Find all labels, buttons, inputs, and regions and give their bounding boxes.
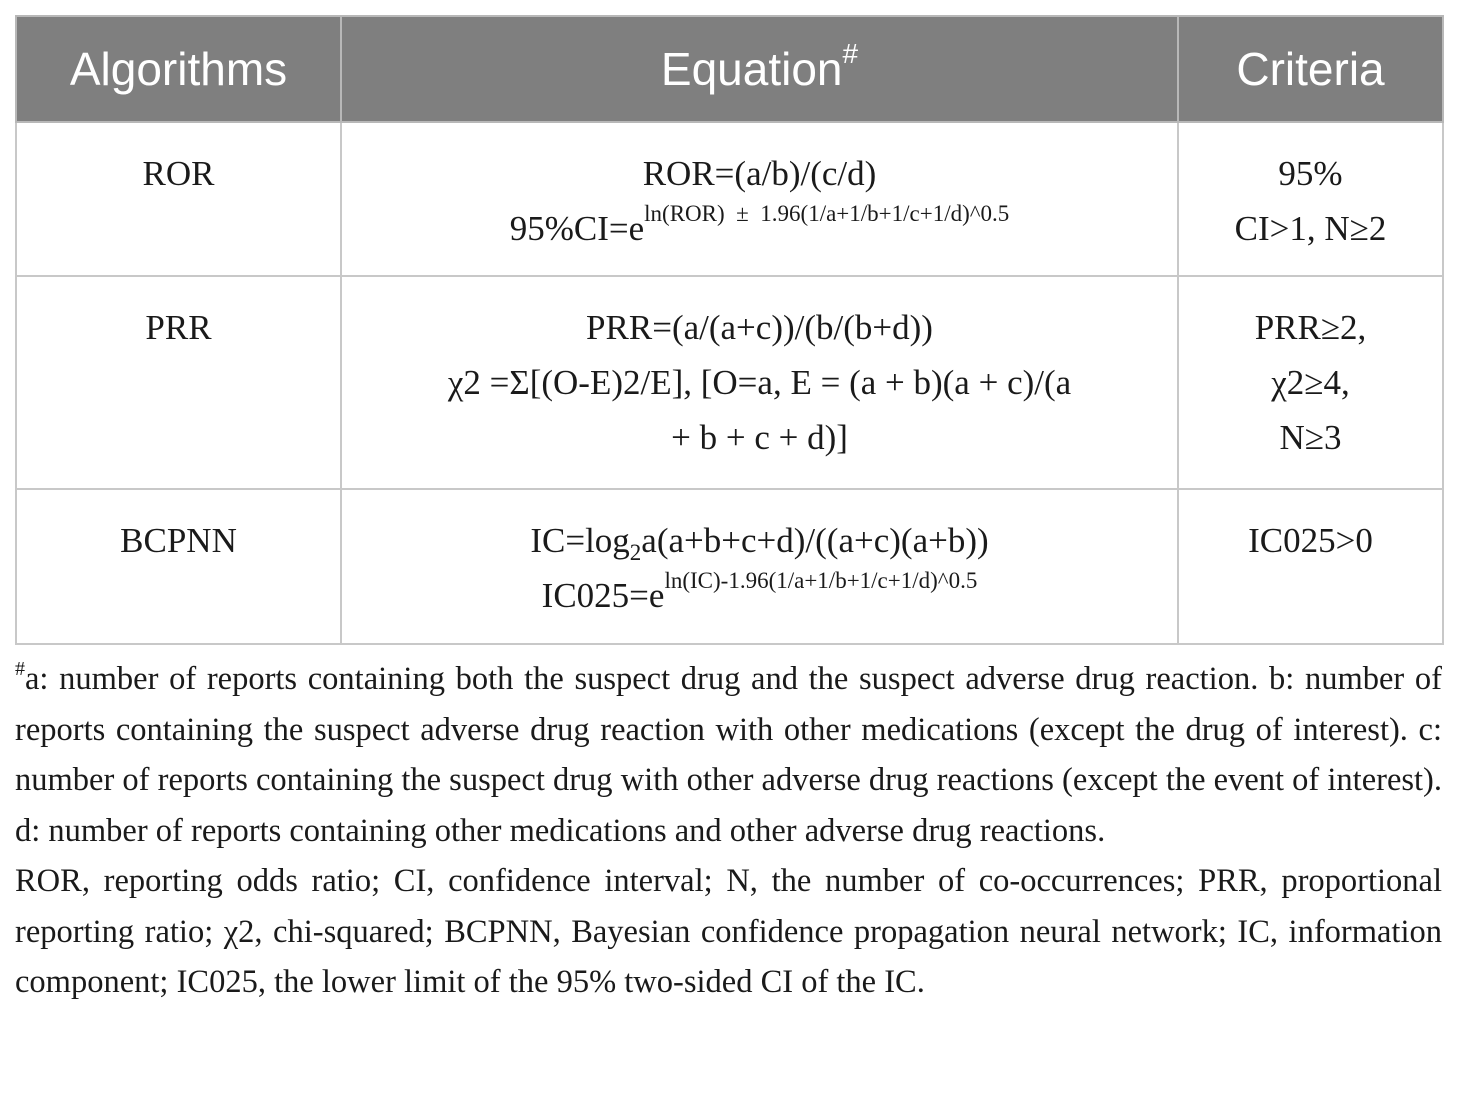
table-row [16,276,1443,489]
equation-cell [341,276,1178,489]
equation-cell [341,489,1178,644]
footnote-mark: # [842,38,859,69]
equation-line: χ2 =Σ[(O-E)2/E], [O=a, E = (a + b)(a + c)/(a [447,363,1072,402]
equation-subscript: 2 [629,540,642,565]
algorithms-table [15,15,1444,645]
equation-exponent: ln(IC)-1.96(1/a+1/b+1/c+1/d)^0.5 [664,568,978,593]
equation-line: $IC=\log_2a(a+b+c+d)/((a+c)(a+b))$ [530,521,989,565]
equation-cell [341,122,1178,276]
equation-line: + b + c + d)] [671,418,848,457]
equation-line: PRR=(a/(a+c))/(b/(b+d)) [586,308,933,347]
equation-line: $IC025=e^{ln(IC)-1.96(1/a+1/b+1/c+1/d)\^{}0.5}$ [541,568,978,615]
table-row [16,122,1443,276]
header-algorithms: Algorithms [16,16,341,122]
header-equation: Equation# [341,16,1178,122]
table-header-row [16,16,1443,122]
criteria-cell: IC025>0 [1178,489,1443,644]
footnote-abbreviations: ROR, reporting odds ratio; CI, confidence interval; N, the number of co-occurrences; PRR, proportional reporting ratio; χ2, chi-squared; BCPNN, Bayesian confidence propagation neural network; IC, information component; IC025, the lower limit of the 95% two-sided CI of the IC. [15,863,1442,1000]
equation-line: $95\%CI=e^{ln(ROR) \pm 1.96(1/a+1/b+1/c+1/d)\^{}0.5}$ [509,201,1010,248]
footnote-mark: # [15,658,25,680]
criteria-cell: PRR≥2, χ2≥4, N≥3 [1178,276,1443,489]
criteria-cell: 95% CI>1, N≥2 [1178,122,1443,276]
footnote-definitions: #a: number of reports containing both the suspect drug and the suspect adverse drug reaction. b: number of reports containing the suspect adverse drug reaction with other medications (except the drug of interest). c: number of reports containing the suspect drug with other adverse drug reactions (except the event of interest). d: number of reports containing other medications and other adverse drug reactions. [15,658,1442,849]
equation-exponent: ln(ROR) ± 1.96(1/a+1/b+1/c+1/d)^0.5 [644,201,1010,226]
algorithm-cell: ROR [16,122,341,276]
algorithm-cell: PRR [16,276,341,489]
equation-line: ROR=(a/b)/(c/d) [642,154,877,193]
header-criteria: Criteria [1178,16,1443,122]
table-footnotes [15,654,1442,1008]
algorithm-cell: BCPNN [16,489,341,644]
table-row [16,489,1443,644]
